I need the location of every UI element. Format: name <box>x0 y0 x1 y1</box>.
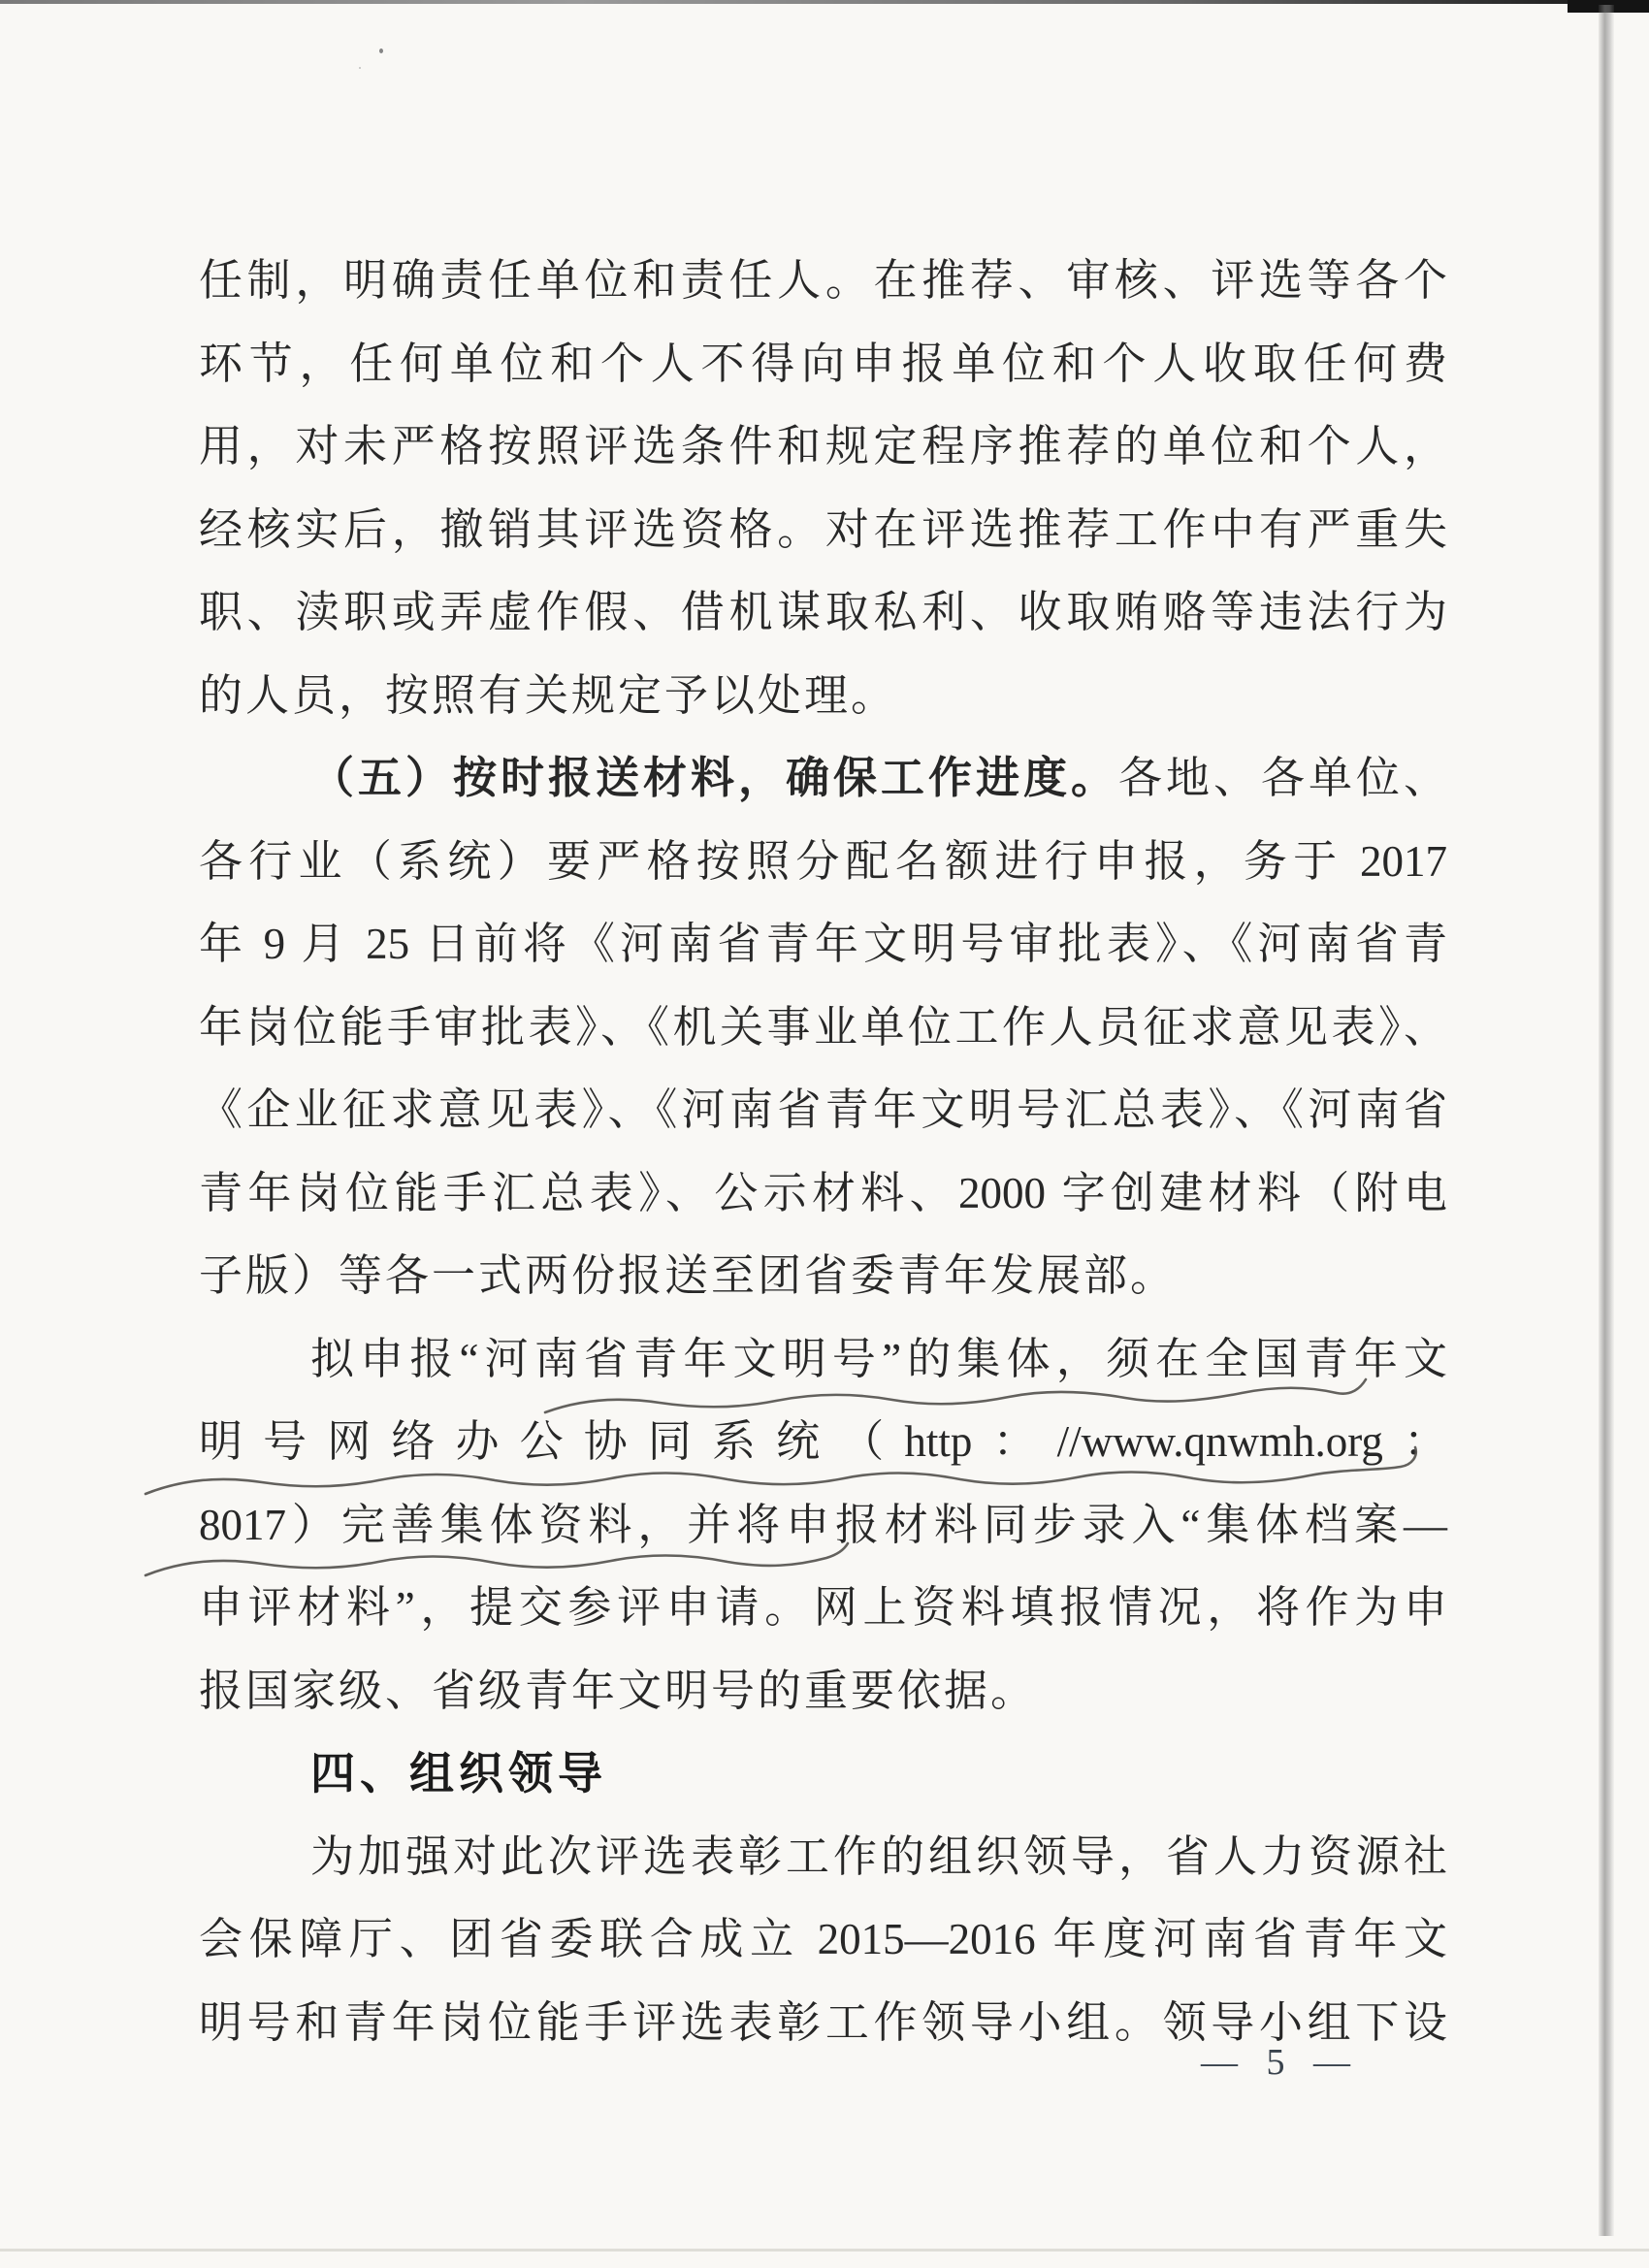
text-line-3: 用，对未严格按照评选条件和规定程序推荐的单位和个人， <box>199 422 1447 470</box>
text-line-18: 报国家级、省级青年文明号的重要依据。 <box>199 1667 1038 1715</box>
scan-top-edge-artifact <box>0 0 1649 4</box>
text-line-20: 为加强对此次评选表彰工作的组织领导，省人力资源社 <box>310 1832 1447 1881</box>
text-line-6: 的人员，按照有关规定予以处理。 <box>199 671 898 720</box>
text-line-13: 子版）等各一式两份报送至团省委青年发展部。 <box>199 1251 1178 1300</box>
text-line-9: 年 9 月 25 日前将《河南省青年文明号审批表》、《河南省青 <box>199 920 1447 968</box>
scan-bottom-edge-artifact <box>0 2249 1649 2252</box>
scan-dust-speck <box>359 67 361 69</box>
text-line-11: 《企业征求意见表》、《河南省青年文明号汇总表》、《河南省 <box>199 1085 1447 1134</box>
scan-right-paper-edge-shadow <box>1599 5 1614 2236</box>
text-line-17: 申评材料”，提交参评申请。网上资料填报情况，将作为申 <box>199 1583 1447 1632</box>
text-line-12: 青年岗位能手汇总表》、公示材料、2000 字创建材料（附电 <box>199 1169 1447 1217</box>
text-line-21: 会保障厅、团省委联合成立 2015—2016 年度河南省青年文 <box>199 1915 1447 1963</box>
text-line-4: 经核实后，撤销其评选资格。对在评选推荐工作中有严重失 <box>199 505 1447 554</box>
text-line-5: 职、渎职或弄虚作假、借机谋取私利、收取贿赂等违法行为 <box>199 588 1447 636</box>
text-line-1: 任制，明确责任单位和责任人。在推荐、审核、评选等各个 <box>199 256 1447 305</box>
text-line-16: 8017）完善集体资料，并将申报材料同步录入“集体档案— <box>199 1501 1447 1549</box>
subheading-bold-text: （五）按时报送材料，确保工作进度。 <box>310 754 1118 802</box>
text-line-2: 环节，任何单位和个人不得向申报单位和个人收取任何费 <box>199 340 1447 388</box>
text-line-15: 明号网络办公协同系统（http：//www.qnwmh.org： <box>199 1417 1447 1466</box>
text-line-10: 年岗位能手审批表》、《机关事业单位工作人员征求意见表》、 <box>199 1003 1447 1052</box>
page-number: — 5 — <box>1201 2042 1352 2083</box>
scan-dust-speck <box>379 49 383 53</box>
section-heading: 四、组织领导 <box>310 1748 607 1798</box>
text-line-7-rest: 各地、各单位、 <box>1117 754 1447 802</box>
text-line-8: 各行业（系统）要严格按照分配名额进行申报，务于 2017 <box>199 837 1447 886</box>
text-line-14: 拟申报“河南省青年文明号”的集体，须在全国青年文 <box>310 1335 1447 1383</box>
text-line-7 <box>199 736 1447 820</box>
text-line-22: 明号和青年岗位能手评选表彰工作领导小组。领导小组下设 <box>199 1998 1447 2047</box>
